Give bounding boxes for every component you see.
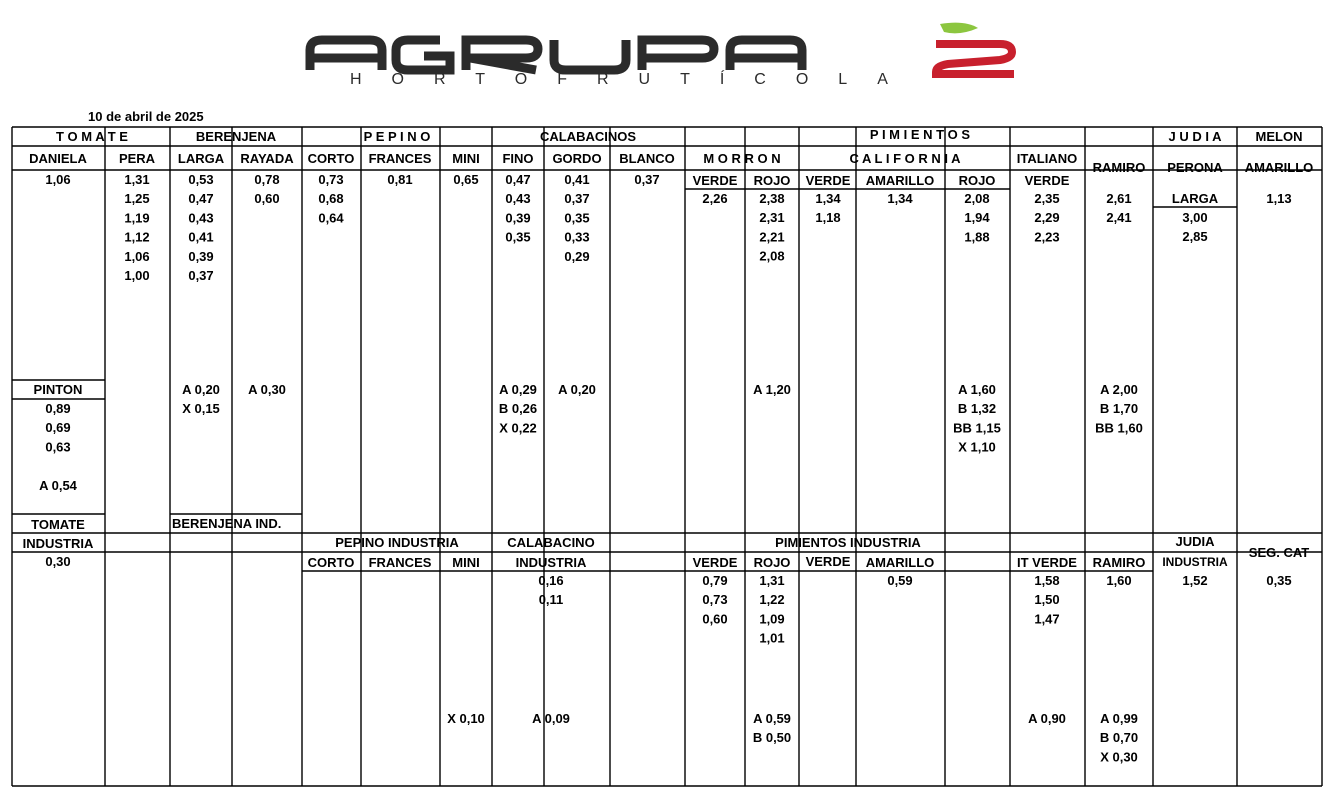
table-cell: X 0,15 (182, 401, 220, 417)
table-cell: 0,37 (188, 268, 214, 283)
table-cell: 1,58 (1034, 573, 1060, 588)
col-corto: CORTO (307, 151, 355, 166)
table-cell: 1,13 (1266, 191, 1292, 206)
table-cell: X 0,30 (1100, 749, 1138, 765)
table-cell: A 0,30 (248, 382, 286, 397)
ind-col-calabacino: INDUSTRIA (515, 555, 587, 570)
table-cell: 0,37 (634, 172, 660, 187)
table-cell: 2,21 (759, 229, 785, 245)
table-cell: 2,41 (1106, 210, 1132, 226)
table-cell: A 0,59 (753, 711, 791, 726)
group-calabacinos: CALABACINOS (539, 129, 637, 144)
seg-cat-label: SEG. CAT (1248, 545, 1310, 560)
pinton-label: PINTON (33, 382, 83, 397)
table-cell: 0,29 (564, 248, 590, 264)
table-cell: 1,34 (815, 191, 841, 206)
table-cell: 0,53 (188, 172, 214, 187)
table-cell: 0,35 (1266, 573, 1292, 588)
table-cell: 0,64 (318, 210, 344, 226)
col-gordo: GORDO (552, 151, 602, 166)
table-cell: 1,94 (964, 210, 990, 226)
table-cell: 0,35 (505, 229, 531, 245)
table-cell: BB 1,15 (953, 420, 1001, 436)
col-morron-verde: VERDE (692, 173, 738, 188)
table-cell: A 1,20 (753, 382, 791, 397)
col-cal-rojo: ROJO (958, 173, 996, 188)
table-cell: 1,01 (759, 630, 785, 646)
table-cell: 0,65 (453, 172, 479, 187)
col-italiano: ITALIANO (1016, 151, 1078, 166)
table-cell: X 1,10 (958, 439, 996, 455)
col-amarillo: AMARILLO (1244, 160, 1314, 175)
table-cell: 0,47 (505, 172, 531, 187)
group-tomate: T O M A T E (56, 129, 128, 144)
ind-col-rojo: ROJO (753, 555, 791, 570)
berenjena-ind-label: BERENJENA IND. (172, 516, 282, 531)
table-cell: 2,31 (759, 210, 785, 226)
table-cell: A 0,29 (499, 382, 537, 397)
table-cell: 0,60 (702, 611, 728, 627)
ind-col-verde: VERDE (692, 555, 738, 570)
table-cell: 0,37 (564, 191, 590, 207)
table-cell: 1,19 (124, 210, 150, 226)
table-cell: 0,16 (538, 573, 564, 588)
calabacino-ind-label: CALABACINO (507, 535, 595, 550)
ind-col-verde2: VERDE (805, 554, 851, 569)
pimientos-ind-label: PIMIENTOS INDUSTRIA (775, 535, 921, 550)
table-cell: 2,29 (1034, 210, 1060, 226)
table-cell: 3,00 (1182, 210, 1208, 225)
ind-col-mini: MINI (452, 555, 480, 570)
ind-col-amarillo: AMARILLO (865, 555, 935, 570)
table-cell: 1,12 (124, 229, 150, 245)
ind-col-it-verde: IT VERDE (1017, 555, 1077, 570)
table-cell: 2,08 (759, 248, 785, 264)
table-cell: 1,18 (815, 210, 841, 226)
table-cell: 1,31 (124, 172, 150, 187)
col-fino: FINO (502, 151, 534, 166)
svg-text:HORTOFRUTÍCOLA: HORTOFRUTÍCOLA (350, 71, 918, 88)
table-cell: 0,73 (318, 172, 344, 187)
table-cell: 0,41 (188, 229, 214, 245)
table-cell: 1,47 (1034, 611, 1060, 627)
table-cell: 0,81 (387, 172, 413, 187)
table-cell: 0,68 (318, 191, 344, 207)
table-cell: 0,43 (505, 191, 531, 207)
table-cell: 1,34 (887, 191, 913, 206)
tomate-ind-label: TOMATE (31, 517, 85, 532)
col-cal-verde: VERDE (805, 173, 851, 188)
table-cell: 0,78 (254, 172, 280, 187)
table-cell: 2,61 (1106, 191, 1132, 206)
table-cell: 2,38 (759, 191, 785, 206)
table-cell: 1,06 (45, 172, 71, 187)
table-cell: 2,85 (1182, 229, 1208, 245)
table-cell: 1,31 (759, 573, 785, 588)
col-blanco: BLANCO (619, 151, 675, 166)
group-judia: J U D I A (1168, 129, 1222, 144)
table-cell: X 0,22 (499, 420, 537, 436)
col-perona: PERONA (1167, 160, 1223, 175)
table-cell: 0,43 (188, 210, 214, 226)
col-frances: FRANCES (368, 151, 432, 166)
ind-col-corto: CORTO (307, 555, 355, 570)
group-berenjena: BERENJENA (195, 129, 277, 144)
table-cell: A 0,90 (1028, 711, 1066, 726)
table-cell: 1,25 (124, 191, 150, 207)
table-cell: 1,88 (964, 229, 990, 245)
col-pera: PERA (118, 151, 156, 166)
table-cell: A 2,00 (1100, 382, 1138, 397)
col-morron: M O R R O N (703, 151, 781, 166)
table-cell: 0,39 (188, 248, 214, 264)
col-judia-larga: LARGA (1171, 191, 1219, 206)
table-cell: 0,59 (887, 573, 913, 588)
table-cell: 0,41 (564, 172, 590, 187)
table-cell: A 0,20 (558, 382, 596, 397)
col-morron-rojo: ROJO (753, 173, 791, 188)
table-cell: 0,60 (254, 191, 280, 207)
pinton-grade: A 0,54 (39, 478, 77, 493)
table-cell: 0,11 (538, 592, 564, 608)
table-cell: A 0,09 (532, 711, 570, 726)
pepino-ind-label: PEPINO INDUSTRIA (335, 535, 459, 550)
table-cell: 1,22 (759, 592, 785, 608)
col-italiano-verde: VERDE (1024, 173, 1070, 188)
col-mini: MINI (452, 151, 480, 166)
ind-col-ramiro: RAMIRO (1092, 555, 1146, 570)
group-pepino: P E P I N O (363, 129, 431, 144)
table-cell: 0,33 (564, 229, 590, 245)
table-cell: 0,73 (702, 592, 728, 608)
table-cell: 1,52 (1182, 573, 1208, 588)
table-cell: A 0,20 (182, 382, 220, 397)
group-pimientos: P I M I E N T O S (869, 127, 971, 142)
table-cell: A 1,60 (958, 382, 996, 397)
table-cell: 1,06 (124, 248, 150, 264)
table-cell: B 0,50 (752, 730, 792, 746)
col-daniela: DANIELA (29, 151, 87, 166)
table-cell: 1,50 (1034, 592, 1060, 608)
ind-col-frances: FRANCES (368, 555, 432, 570)
table-cell: 0,39 (505, 210, 531, 226)
group-melon: MELON (1255, 129, 1303, 144)
table-cell: 0,47 (188, 191, 214, 207)
judia-ind-sub: INDUSTRIA (1162, 555, 1228, 569)
table-cell: 2,23 (1034, 229, 1060, 245)
table-cell: 0,35 (564, 210, 590, 226)
table-cell: 0,89 (45, 401, 71, 416)
table-cell: B 1,32 (957, 401, 997, 417)
table-cell: 2,08 (964, 191, 990, 206)
table-cell: 1,00 (124, 268, 150, 283)
table-cell: 2,26 (702, 191, 728, 206)
table-cell: A 0,99 (1100, 711, 1138, 726)
judia-ind-label: JUDIA (1175, 534, 1215, 549)
table-cell: 0,30 (45, 554, 71, 569)
col-larga: LARGA (177, 151, 225, 166)
col-rayada: RAYADA (240, 151, 294, 166)
table-cell: X 0,10 (447, 711, 485, 726)
table-cell: 1,09 (759, 611, 785, 627)
table-cell: B 0,26 (498, 401, 538, 417)
table-cell: 1,60 (1106, 573, 1132, 588)
table-cell: B 0,70 (1099, 730, 1139, 746)
col-california: C A L I F O R N I A (849, 151, 961, 166)
table-cell: 2,35 (1034, 191, 1060, 206)
table-cell: 0,69 (45, 420, 71, 436)
table-cell: BB 1,60 (1095, 420, 1143, 436)
tomate-ind-sub: INDUSTRIA (22, 536, 94, 551)
table-cell: 0,79 (702, 573, 728, 588)
report-date: 10 de abril de 2025 (88, 109, 204, 124)
table-cell: 0,63 (45, 439, 71, 455)
col-ramiro: RAMIRO (1092, 160, 1146, 175)
table-cell: B 1,70 (1099, 401, 1139, 417)
col-cal-amarillo: AMARILLO (865, 173, 935, 188)
